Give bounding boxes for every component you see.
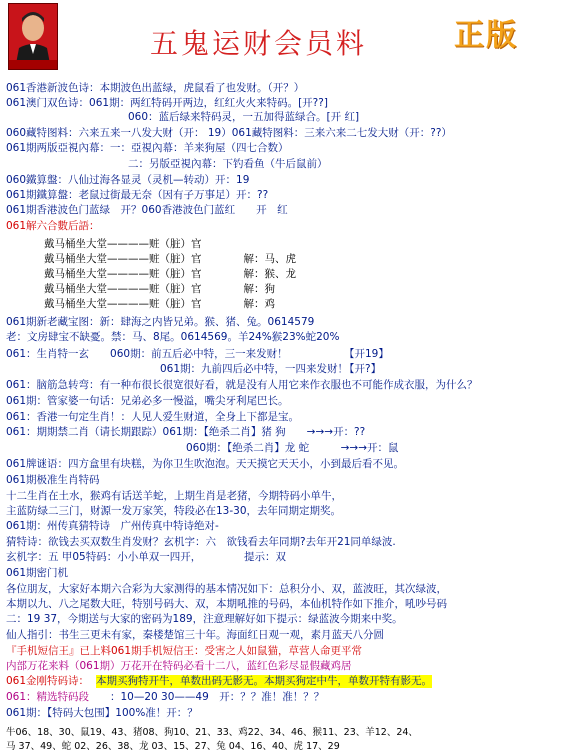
riddle-row: 戴马桶坐大堂————赃（脏）官 解：猴、龙	[44, 268, 296, 280]
text-line: 内部万花来料（061期）万花开在特码必看十二八，蓝红色彩尽显假藏鸡居	[6, 660, 352, 672]
result-tag: 【开?】	[344, 363, 382, 375]
section-heading: 061期密门机	[6, 567, 69, 579]
text-line: 061：香港一句定生肖！：人见人爱生财道，全身上下都是宝。	[6, 411, 300, 423]
page-title: 五鬼运财会员料	[150, 27, 368, 60]
highlighted-text: 本期买狗特开牛，单数出码无影无。本期买狗定中牛，单数开特有影无。	[96, 675, 432, 687]
text-line: ：10—20 30——49 开：？？准！准！？？	[110, 691, 325, 703]
number-list: 牛06、18、30、鼠19、43、猪08、狗10、21、33、鸡22、34、46、猴11、23、羊12、24、	[6, 727, 418, 738]
text-line: 061牌谜语：四方盒里有块糕，为你卫生吹泡泡。天天摸它天天小，小到最后看不见。	[6, 458, 405, 470]
riddle-row: 戴马桶坐大堂————赃（脏）官 解：马、虎	[44, 253, 296, 265]
text-line: 061：生肖特一玄 060期：前五后必中特，三一来发财！	[6, 348, 288, 360]
text-line: 060鐵算盤：八仙过海各显灵（灵机—转动）开：19	[6, 174, 250, 186]
text-line: 061期两版亞視內幕：一：亞視內幕：羊来狗屋（四七合数）	[6, 142, 289, 154]
section-heading: 061期极准生肖特码	[6, 474, 100, 486]
text-line: 061期：【特码大包围】100%准！开：？	[6, 707, 198, 719]
text-line: 060：蓝后绿来特码灵，一五加得蓝绿合。[开 红]	[128, 111, 360, 123]
genuine-badge: 正版	[454, 18, 518, 53]
text-line: 主蓝防绿二三门，财源一发万家笑，特段必在13-30，去年同期定期奖。	[6, 505, 342, 517]
text-line: 『手机短信王』已上料061期手机短信王：受害之人如鼠猫，草营人命更平常	[6, 645, 363, 657]
text-line: 十二生肖在土水，猴鸡有话送羊蛇，上期生肖是老猪，今期特码小单牛，	[6, 490, 342, 502]
text-line: 提示：双	[244, 551, 286, 563]
riddle-row: 戴马桶坐大堂————赃（脏）官	[44, 238, 202, 250]
riddle-row: 戴马桶坐大堂————赃（脏）官 解：狗	[44, 283, 275, 295]
text-line: 061香港新波色诗：本期波色出蓝绿，虎鼠看了也发财。（开？）	[6, 82, 305, 94]
text-line: 各位朋友，大家好本期六合彩为大家测得的基本情况如下：总积分小、双，蓝波旺，其次绿波，	[6, 583, 447, 595]
text-line: 二：另版亞視內幕：下钓看鱼（牛后鼠前）	[128, 158, 328, 170]
text-line: 本期以九、八之尾数大旺，特别号码大、双，本期吼推的号码，本仙机特作如下推介，吼吵号码	[6, 598, 447, 610]
text-line: 玄机字：五 甲05特码：小小单双一四开，	[6, 551, 202, 563]
text-line: 060藏特图料：六来五来一八发大财（开： 19）061藏特图料：三来六来二七发大财（开：??）	[6, 127, 452, 139]
text-line: 061期：九前四后必中特，一四来发财！	[160, 363, 349, 375]
text-line: 060期：【绝杀二肖】龙 蛇 →→→开：鼠	[186, 442, 399, 454]
text-line: 061金刚特码诗：	[6, 675, 90, 687]
riddle-row: 戴马桶坐大堂————赃（脏）官 解：鸡	[44, 298, 275, 310]
result-tag: 【开19】	[344, 348, 389, 360]
text-line: 061期鐵算盤：老鼠过街最无奈（因有子万事足）开：??	[6, 189, 269, 201]
text-line: 061：精选特码段	[6, 691, 90, 703]
text-line: 061期新老藏宝图：新：肆海之内皆兄弟。猴、猪、兔。0614579	[6, 316, 315, 328]
text-line: 061澳门双色诗：061期：两红特码开两边，红红火火来特码。[开??]	[6, 97, 328, 109]
text-line: 061期香港波色门蓝绿 开？060香港波色门蓝红 开 红	[6, 204, 288, 216]
text-line: 二：19 37，今期送与大家的密码为189，注意理解好如下提示：绿蓝波今期来中奖。	[6, 613, 403, 625]
text-line: 061：期期禁二肖（请长期跟踪）061期：【绝杀二肖】猪 狗 →→→开：??	[6, 426, 366, 438]
text-line: 061期：管家婆一句话：兄弟必多一慢溢，嘴尖牙利尾巴长。	[6, 395, 289, 407]
text-line: 061期：州传真猜特诗 广州传真中特诗绝对-	[6, 520, 219, 532]
text-line: 猜特诗：欲钱去买双数生肖发财？玄机字：六 欲钱看去年同期?去年开21同单绿波.	[6, 536, 396, 548]
number-list: 马 37、49、蛇 02、26、38、龙 03、15、27、兔 04、16、40、虎 17、29	[6, 741, 340, 752]
section-heading: 061解六合數后語：	[6, 220, 100, 232]
author-photo	[8, 3, 58, 70]
text-line: 061：脑筋急转弯：有一种布很长很宽很好看，就是没有人用它来作衣服也不可能作成衣服，为什么？	[6, 379, 478, 391]
text-line: 老：文房肆宝不缺憂。禁：马、8尾。0614569。羊24%猴23%蛇20%	[6, 331, 340, 343]
header	[0, 0, 588, 78]
text-line: 仙人指引：书生三更未有家，秦楼楚馆三十年。海面红日观一观，素月蓝天八分圆	[6, 629, 384, 641]
